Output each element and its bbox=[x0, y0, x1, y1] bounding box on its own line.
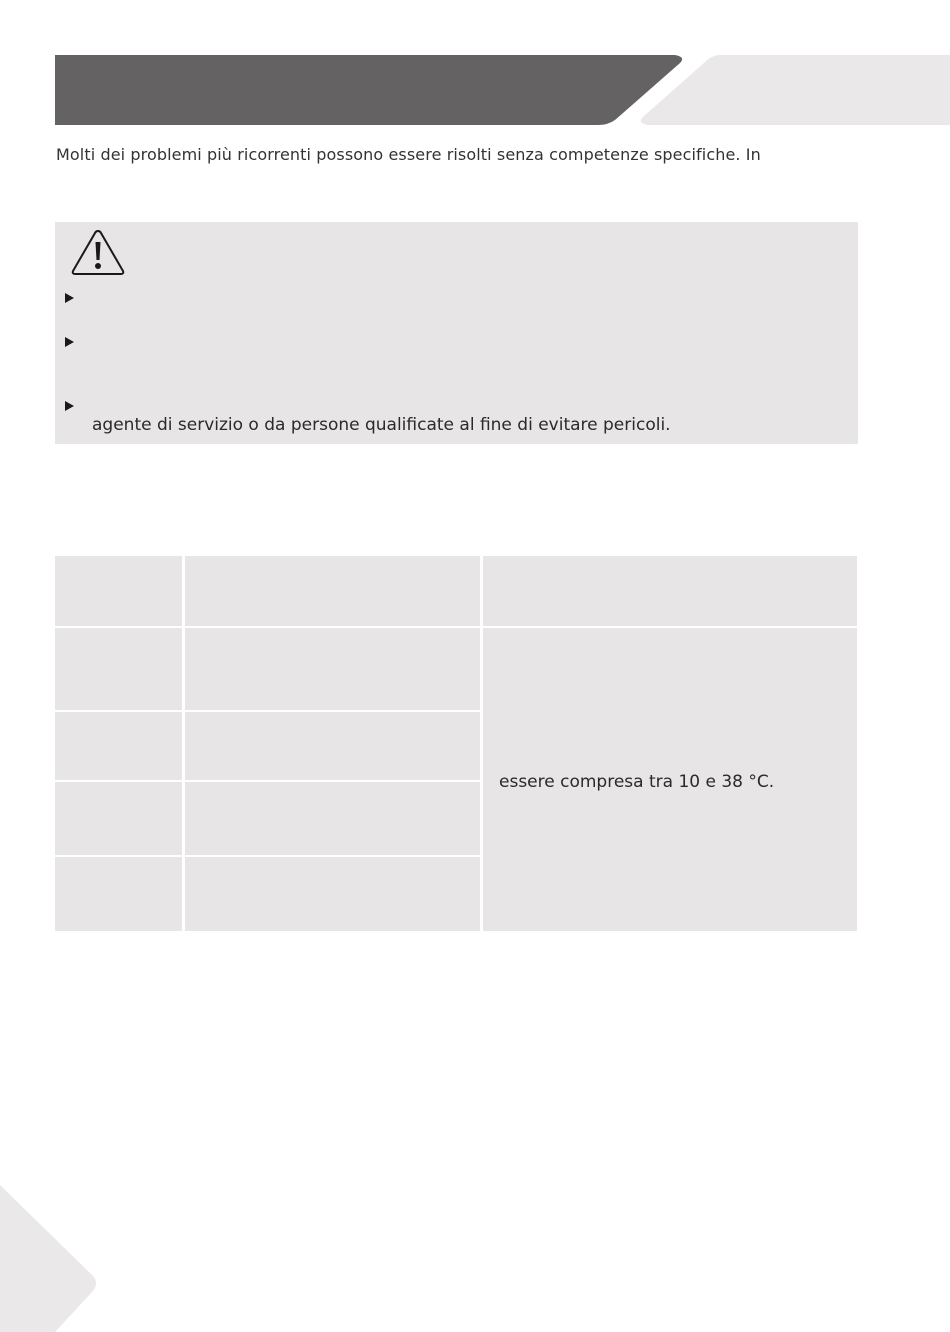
table-row-3-cell-2 bbox=[185, 782, 480, 855]
table-row-2-cell-2 bbox=[185, 712, 480, 780]
bullet-icon-3 bbox=[63, 399, 77, 413]
corner-decoration bbox=[0, 1180, 110, 1332]
header-tab-shape bbox=[641, 55, 950, 125]
table-row-4-cell-1 bbox=[55, 857, 182, 931]
header-title-bar bbox=[55, 55, 682, 125]
table-row-1-cell-2 bbox=[185, 628, 480, 710]
table-merged-cell-text: essere compresa tra 10 e 38 °C. bbox=[499, 772, 775, 792]
table-row-3-cell-1 bbox=[55, 782, 182, 855]
table-merged-cell bbox=[483, 628, 857, 931]
bullet-icon-1 bbox=[63, 291, 77, 305]
table-header-cell-3 bbox=[483, 556, 857, 626]
table-row-4-cell-2 bbox=[185, 857, 480, 931]
troubleshooting-table bbox=[55, 556, 857, 931]
table-header-cell-1 bbox=[55, 556, 182, 626]
warning-box bbox=[55, 222, 858, 444]
warning-triangle-icon bbox=[69, 226, 127, 278]
table-header-cell-2 bbox=[185, 556, 480, 626]
intro-paragraph: Molti dei problemi più ricorrenti possono essere risolti senza competenze specifiche. In bbox=[56, 145, 761, 164]
warning-text: agente di servizio o da persone qualificate al fine di evitare pericoli. bbox=[92, 415, 671, 435]
table-row-2-cell-1 bbox=[55, 712, 182, 780]
header-banner bbox=[0, 0, 950, 130]
bullet-icon-2 bbox=[63, 335, 77, 349]
table-row-1-cell-1 bbox=[55, 628, 182, 710]
